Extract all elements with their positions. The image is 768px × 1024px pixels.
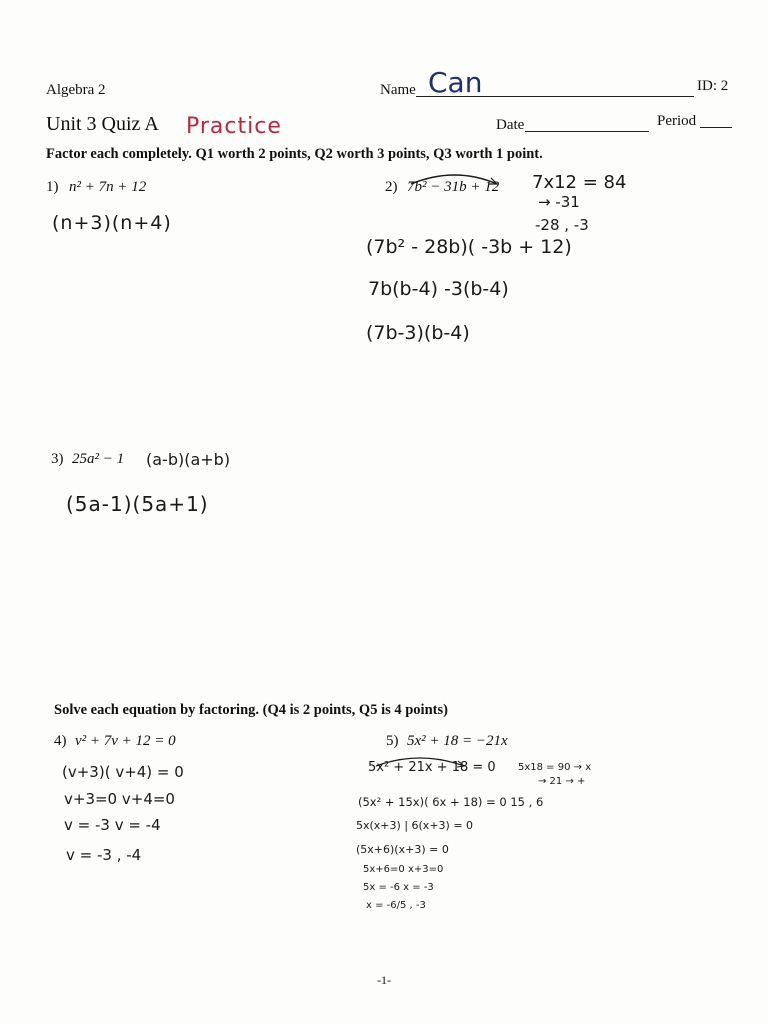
q2-arc-mark: [405, 166, 505, 186]
q2-work-3: -28 , -3: [535, 216, 589, 234]
q5-work-3: (5x+6)(x+3) = 0: [356, 843, 449, 856]
q4-answer: v = -3 , -4: [66, 846, 142, 864]
q2-answer: (7b-3)(b-4): [366, 322, 470, 344]
q5-answer: x = -6/5 , -3: [366, 900, 426, 911]
q5-work-5: 5x = -6 x = -3: [363, 882, 434, 893]
student-name: Can: [428, 66, 483, 99]
date-label: Date: [496, 117, 525, 133]
student-id: ID: 2: [697, 78, 729, 94]
q5-side-2: → 21 → +: [538, 776, 586, 787]
q4-work-1: (v+3)( v+4) = 0: [62, 763, 184, 781]
q5-work-1: (5x² + 15x)( 6x + 18) = 0 15 , 6: [358, 795, 544, 809]
q5-work-4: 5x+6=0 x+3=0: [363, 864, 444, 875]
q5-rewrite: 5x² + 21x + 18 = 0: [368, 760, 496, 775]
q4-expression: v² + 7v + 12 = 0: [75, 733, 176, 749]
period-line: [700, 127, 732, 128]
section2-instructions: Solve each equation by factoring. (Q4 is 2 points, Q5 is 4 points): [54, 702, 448, 718]
course-name: Algebra 2: [46, 82, 106, 98]
q1-expression: n² + 7n + 12: [69, 179, 147, 195]
q2-work-2: → -31: [538, 193, 580, 211]
q5-side-1: 5x18 = 90 → x: [518, 762, 592, 773]
q2-work-4: (7b² - 28b)( -3b + 12): [366, 236, 572, 258]
q4-work-3: v = -3 v = -4: [64, 816, 161, 834]
q3-expression: 25a² − 1: [72, 451, 125, 467]
page-number: -1-: [377, 973, 391, 987]
page-title: Unit 3 Quiz A: [46, 113, 159, 135]
q3-answer: (5a-1)(5a+1): [66, 492, 209, 516]
q2-number: 2): [385, 179, 398, 195]
q3-side-note: (a-b)(a+b): [146, 450, 231, 469]
practice-note: Practice: [186, 114, 282, 139]
q5-number: 5): [386, 733, 399, 749]
q2-work-1: 7x12 = 84: [532, 172, 627, 193]
period-label: Period: [657, 113, 697, 129]
q1-number: 1): [46, 179, 59, 195]
q2-work-5: 7b(b-4) -3(b-4): [368, 278, 509, 300]
q4-work-2: v+3=0 v+4=0: [64, 790, 175, 808]
name-label: Name: [380, 82, 416, 98]
section1-instructions: Factor each completely. Q1 worth 2 points, Q2 worth 3 points, Q3 worth 1 point.: [46, 146, 543, 162]
date-line: [525, 131, 649, 132]
q2-expression: 7b² − 31b + 12: [407, 179, 500, 195]
q4-number: 4): [54, 733, 67, 749]
q3-number: 3): [51, 451, 64, 467]
q1-answer: (n+3)(n+4): [52, 212, 172, 234]
q5-expression: 5x² + 18 = −21x: [407, 733, 508, 749]
q5-work-2: 5x(x+3) | 6(x+3) = 0: [356, 819, 474, 832]
